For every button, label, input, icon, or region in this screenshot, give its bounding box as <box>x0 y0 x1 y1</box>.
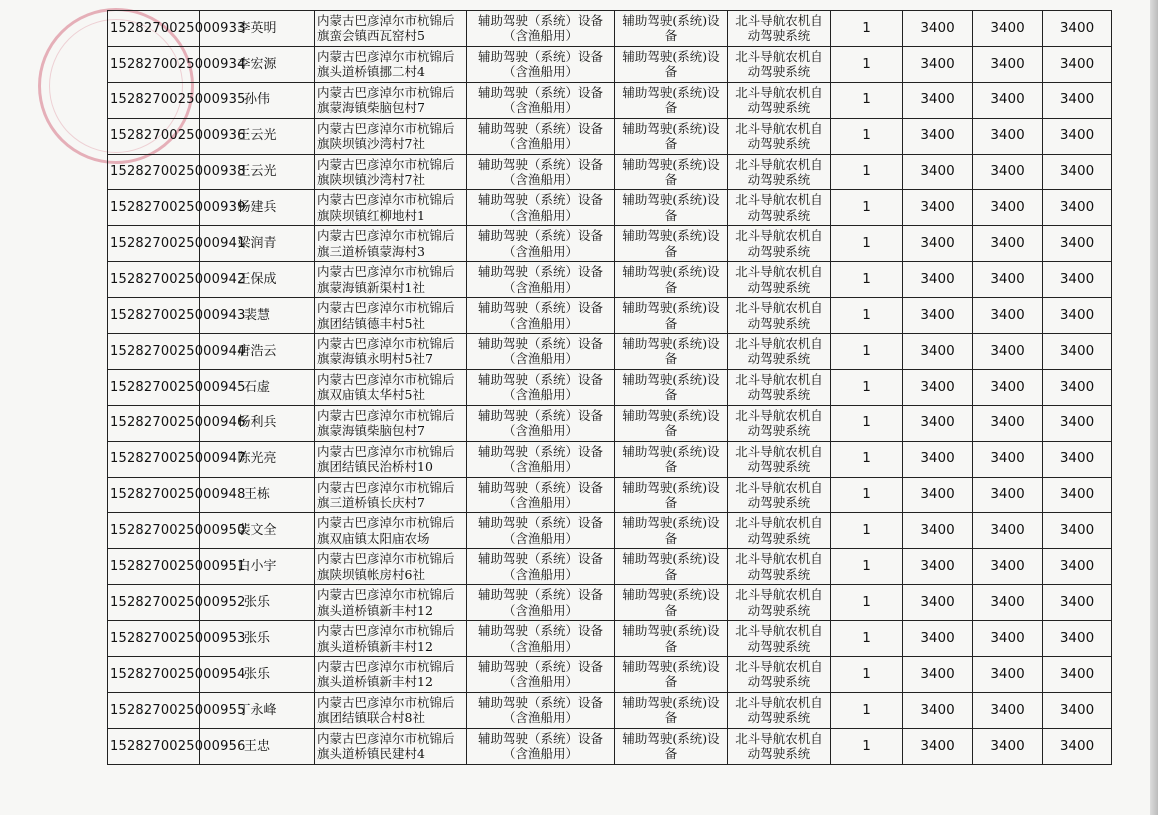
table-cell-address: 内蒙古巴彦淖尔市杭锦后旗团结镇民治桥村10 <box>315 441 467 477</box>
table-cell-price: 3400 <box>903 118 973 154</box>
table-cell-name: 李宏源 <box>200 46 315 82</box>
table-cell-total: 3400 <box>1043 477 1112 513</box>
table-cell-name: 杨利兵 <box>200 405 315 441</box>
table-cell-price: 3400 <box>903 334 973 370</box>
table-row <box>108 118 1112 154</box>
table-row <box>108 405 1112 441</box>
table-cell-total: 3400 <box>1043 11 1112 47</box>
table-cell-item: 辅助驾驶(系统)设备 <box>615 11 728 47</box>
table-cell-model: 北斗导航农机自动驾驶系统 <box>728 657 831 693</box>
table-cell-total: 3400 <box>1043 190 1112 226</box>
table-cell-address: 内蒙古巴彦淖尔市杭锦后旗蒙海镇新渠村1社 <box>315 262 467 298</box>
table-cell-price: 3400 <box>903 82 973 118</box>
table-cell-name: 孙伟 <box>200 82 315 118</box>
table-cell-price: 3400 <box>903 692 973 728</box>
table-cell-address: 内蒙古巴彦淖尔市杭锦后旗团结镇联合村8社 <box>315 692 467 728</box>
table-cell-subsidy: 3400 <box>973 262 1043 298</box>
table-cell-quantity: 1 <box>831 334 903 370</box>
table-cell-total: 3400 <box>1043 549 1112 585</box>
table-cell-quantity: 1 <box>831 118 903 154</box>
table-cell-address: 内蒙古巴彦淖尔市杭锦后旗双庙镇太华村5社 <box>315 369 467 405</box>
table-cell-model: 北斗导航农机自动驾驶系统 <box>728 405 831 441</box>
table-cell-model: 北斗导航农机自动驾驶系统 <box>728 477 831 513</box>
table-cell-model: 北斗导航农机自动驾驶系统 <box>728 190 831 226</box>
table-cell-id: 1528270025000933 <box>108 11 200 47</box>
table-cell-item: 辅助驾驶(系统)设备 <box>615 46 728 82</box>
table-cell-id: 1528270025000953 <box>108 621 200 657</box>
table-row <box>108 11 1112 47</box>
table-cell-address: 内蒙古巴彦淖尔市杭锦后旗头道桥镇挪二村4 <box>315 46 467 82</box>
table-cell-model: 北斗导航农机自动驾驶系统 <box>728 334 831 370</box>
table-cell-price: 3400 <box>903 46 973 82</box>
table-cell-subsidy: 3400 <box>973 405 1043 441</box>
table-cell-category: 辅助驾驶（系统）设备（含渔船用） <box>467 46 615 82</box>
table-row <box>108 549 1112 585</box>
table-cell-category: 辅助驾驶（系统）设备（含渔船用） <box>467 262 615 298</box>
table-cell-id: 1528270025000938 <box>108 154 200 190</box>
table-cell-price: 3400 <box>903 11 973 47</box>
table-cell-subsidy: 3400 <box>973 118 1043 154</box>
table-cell-id: 1528270025000951 <box>108 549 200 585</box>
table-cell-subsidy: 3400 <box>973 621 1043 657</box>
table-cell-category: 辅助驾驶（系统）设备（含渔船用） <box>467 513 615 549</box>
table-row <box>108 585 1112 621</box>
table-cell-address: 内蒙古巴彦淖尔市杭锦后旗陕坝镇帐房村6社 <box>315 549 467 585</box>
table-row <box>108 441 1112 477</box>
table-body <box>108 11 1112 765</box>
table-cell-total: 3400 <box>1043 82 1112 118</box>
table-cell-item: 辅助驾驶(系统)设备 <box>615 585 728 621</box>
table-cell-id: 1528270025000944 <box>108 334 200 370</box>
table-cell-item: 辅助驾驶(系统)设备 <box>615 405 728 441</box>
table-cell-quantity: 1 <box>831 621 903 657</box>
table-cell-quantity: 1 <box>831 11 903 47</box>
table-cell-id: 1528270025000935 <box>108 82 200 118</box>
table-cell-category: 辅助驾驶（系统）设备（含渔船用） <box>467 369 615 405</box>
table-cell-model: 北斗导航农机自动驾驶系统 <box>728 46 831 82</box>
table-cell-item: 辅助驾驶(系统)设备 <box>615 334 728 370</box>
table-cell-model: 北斗导航农机自动驾驶系统 <box>728 154 831 190</box>
table-cell-item: 辅助驾驶(系统)设备 <box>615 190 728 226</box>
table-cell-id: 1528270025000945 <box>108 369 200 405</box>
table-cell-id: 1528270025000950 <box>108 513 200 549</box>
table-row <box>108 334 1112 370</box>
table-cell-item: 辅助驾驶(系统)设备 <box>615 226 728 262</box>
table-cell-total: 3400 <box>1043 585 1112 621</box>
table-cell-id: 1528270025000934 <box>108 46 200 82</box>
table-cell-id: 1528270025000956 <box>108 728 200 764</box>
table-cell-price: 3400 <box>903 657 973 693</box>
table-row <box>108 477 1112 513</box>
table-cell-item: 辅助驾驶(系统)设备 <box>615 549 728 585</box>
table-cell-id: 1528270025000936 <box>108 118 200 154</box>
table-cell-name: 王栋 <box>200 477 315 513</box>
table-cell-total: 3400 <box>1043 154 1112 190</box>
table-cell-name: 王忠 <box>200 728 315 764</box>
table-cell-address: 内蒙古巴彦淖尔市杭锦后旗三道桥镇长庆村7 <box>315 477 467 513</box>
table-cell-item: 辅助驾驶(系统)设备 <box>615 441 728 477</box>
table-cell-subsidy: 3400 <box>973 154 1043 190</box>
table-cell-item: 辅助驾驶(系统)设备 <box>615 477 728 513</box>
table-cell-address: 内蒙古巴彦淖尔市杭锦后旗陕坝镇沙湾村7社 <box>315 118 467 154</box>
table-cell-id: 1528270025000942 <box>108 262 200 298</box>
page-edge <box>1150 0 1158 815</box>
table-cell-id: 1528270025000943 <box>108 298 200 334</box>
table-cell-total: 3400 <box>1043 46 1112 82</box>
table-cell-price: 3400 <box>903 298 973 334</box>
table-cell-total: 3400 <box>1043 369 1112 405</box>
table-cell-id: 1528270025000954 <box>108 657 200 693</box>
table-cell-quantity: 1 <box>831 441 903 477</box>
table-cell-address: 内蒙古巴彦淖尔市杭锦后旗头道桥镇新丰村12 <box>315 585 467 621</box>
table-cell-subsidy: 3400 <box>973 11 1043 47</box>
table-cell-price: 3400 <box>903 477 973 513</box>
table-cell-item: 辅助驾驶(系统)设备 <box>615 728 728 764</box>
table-cell-model: 北斗导航农机自动驾驶系统 <box>728 585 831 621</box>
table-cell-subsidy: 3400 <box>973 82 1043 118</box>
table-cell-price: 3400 <box>903 549 973 585</box>
table-cell-price: 3400 <box>903 190 973 226</box>
table-cell-name: 唐浩云 <box>200 334 315 370</box>
table-cell-model: 北斗导航农机自动驾驶系统 <box>728 226 831 262</box>
table-cell-price: 3400 <box>903 262 973 298</box>
table-cell-address: 内蒙古巴彦淖尔市杭锦后旗双庙镇太阳庙农场 <box>315 513 467 549</box>
table-cell-quantity: 1 <box>831 82 903 118</box>
table-cell-subsidy: 3400 <box>973 46 1043 82</box>
table-cell-model: 北斗导航农机自动驾驶系统 <box>728 82 831 118</box>
table-cell-name: 张乐 <box>200 585 315 621</box>
table-cell-subsidy: 3400 <box>973 441 1043 477</box>
table-cell-subsidy: 3400 <box>973 477 1043 513</box>
table-cell-category: 辅助驾驶（系统）设备（含渔船用） <box>467 190 615 226</box>
table-cell-address: 内蒙古巴彦淖尔市杭锦后旗团结镇德丰村5社 <box>315 298 467 334</box>
table-cell-category: 辅助驾驶（系统）设备（含渔船用） <box>467 549 615 585</box>
table-cell-quantity: 1 <box>831 585 903 621</box>
table-cell-total: 3400 <box>1043 334 1112 370</box>
table-row <box>108 692 1112 728</box>
table-cell-model: 北斗导航农机自动驾驶系统 <box>728 298 831 334</box>
table-cell-category: 辅助驾驶（系统）设备（含渔船用） <box>467 334 615 370</box>
table-cell-address: 内蒙古巴彦淖尔市杭锦后旗头道桥镇新丰村12 <box>315 621 467 657</box>
table-cell-address: 内蒙古巴彦淖尔市杭锦后旗蒙海镇柴脑包村7 <box>315 405 467 441</box>
table-cell-subsidy: 3400 <box>973 190 1043 226</box>
table-cell-total: 3400 <box>1043 692 1112 728</box>
table-cell-name: 张乐 <box>200 621 315 657</box>
table-cell-quantity: 1 <box>831 405 903 441</box>
table-cell-id: 1528270025000948 <box>108 477 200 513</box>
table-cell-quantity: 1 <box>831 190 903 226</box>
table-cell-total: 3400 <box>1043 262 1112 298</box>
table-cell-id: 1528270025000955 <box>108 692 200 728</box>
table-cell-model: 北斗导航农机自动驾驶系统 <box>728 441 831 477</box>
table-cell-total: 3400 <box>1043 657 1112 693</box>
table-cell-price: 3400 <box>903 513 973 549</box>
table-cell-total: 3400 <box>1043 441 1112 477</box>
table-cell-name: 张乐 <box>200 657 315 693</box>
table-row <box>108 728 1112 764</box>
table-cell-subsidy: 3400 <box>973 226 1043 262</box>
table-row <box>108 190 1112 226</box>
table-cell-id: 1528270025000941 <box>108 226 200 262</box>
table-cell-category: 辅助驾驶（系统）设备（含渔船用） <box>467 477 615 513</box>
table-cell-subsidy: 3400 <box>973 334 1043 370</box>
table-cell-model: 北斗导航农机自动驾驶系统 <box>728 549 831 585</box>
table-cell-quantity: 1 <box>831 226 903 262</box>
table-cell-name: 丁永峰 <box>200 692 315 728</box>
table-row <box>108 82 1112 118</box>
table-row <box>108 226 1112 262</box>
table-cell-id: 1528270025000952 <box>108 585 200 621</box>
table-cell-name: 王云光 <box>200 118 315 154</box>
table-cell-subsidy: 3400 <box>973 657 1043 693</box>
table-cell-model: 北斗导航农机自动驾驶系统 <box>728 118 831 154</box>
table-cell-quantity: 1 <box>831 298 903 334</box>
table-cell-item: 辅助驾驶(系统)设备 <box>615 82 728 118</box>
table-cell-quantity: 1 <box>831 657 903 693</box>
table-cell-quantity: 1 <box>831 154 903 190</box>
table-cell-price: 3400 <box>903 154 973 190</box>
table-cell-price: 3400 <box>903 226 973 262</box>
table-cell-item: 辅助驾驶(系统)设备 <box>615 657 728 693</box>
table-cell-subsidy: 3400 <box>973 585 1043 621</box>
table-cell-price: 3400 <box>903 728 973 764</box>
table-cell-category: 辅助驾驶（系统）设备（含渔船用） <box>467 621 615 657</box>
table-row <box>108 46 1112 82</box>
table-cell-total: 3400 <box>1043 621 1112 657</box>
table-cell-id: 1528270025000947 <box>108 441 200 477</box>
table-cell-id: 1528270025000939 <box>108 190 200 226</box>
table-cell-address: 内蒙古巴彦淖尔市杭锦后旗陕坝镇沙湾村7社 <box>315 154 467 190</box>
table-cell-quantity: 1 <box>831 728 903 764</box>
table-row <box>108 369 1112 405</box>
table-cell-name: 王云光 <box>200 154 315 190</box>
table-cell-item: 辅助驾驶(系统)设备 <box>615 513 728 549</box>
table-cell-price: 3400 <box>903 405 973 441</box>
table-cell-name: 石虚 <box>200 369 315 405</box>
table-cell-model: 北斗导航农机自动驾驶系统 <box>728 728 831 764</box>
table-cell-category: 辅助驾驶（系统）设备（含渔船用） <box>467 118 615 154</box>
table-cell-subsidy: 3400 <box>973 728 1043 764</box>
table-cell-item: 辅助驾驶(系统)设备 <box>615 262 728 298</box>
table-cell-category: 辅助驾驶（系统）设备（含渔船用） <box>467 657 615 693</box>
table-cell-quantity: 1 <box>831 692 903 728</box>
table-cell-quantity: 1 <box>831 549 903 585</box>
table-cell-name: 白小宇 <box>200 549 315 585</box>
table-cell-name: 王保成 <box>200 262 315 298</box>
table-cell-model: 北斗导航农机自动驾驶系统 <box>728 513 831 549</box>
table-cell-address: 内蒙古巴彦淖尔市杭锦后旗蛮会镇西瓦窑村5 <box>315 11 467 47</box>
table-cell-subsidy: 3400 <box>973 369 1043 405</box>
table-cell-price: 3400 <box>903 621 973 657</box>
table-cell-quantity: 1 <box>831 513 903 549</box>
table-cell-category: 辅助驾驶（系统）设备（含渔船用） <box>467 692 615 728</box>
table-cell-category: 辅助驾驶（系统）设备（含渔船用） <box>467 405 615 441</box>
table-cell-price: 3400 <box>903 441 973 477</box>
table-cell-category: 辅助驾驶（系统）设备（含渔船用） <box>467 82 615 118</box>
table-cell-subsidy: 3400 <box>973 692 1043 728</box>
table-cell-quantity: 1 <box>831 369 903 405</box>
table-row <box>108 621 1112 657</box>
table-cell-price: 3400 <box>903 369 973 405</box>
table-cell-item: 辅助驾驶(系统)设备 <box>615 118 728 154</box>
table-row <box>108 657 1112 693</box>
table-cell-model: 北斗导航农机自动驾驶系统 <box>728 262 831 298</box>
table-cell-quantity: 1 <box>831 46 903 82</box>
table-cell-model: 北斗导航农机自动驾驶系统 <box>728 621 831 657</box>
table-cell-name: 梁润青 <box>200 226 315 262</box>
table-cell-quantity: 1 <box>831 477 903 513</box>
table-cell-item: 辅助驾驶(系统)设备 <box>615 621 728 657</box>
table-row <box>108 513 1112 549</box>
table-cell-price: 3400 <box>903 585 973 621</box>
subsidy-table <box>107 10 1112 765</box>
table-cell-item: 辅助驾驶(系统)设备 <box>615 154 728 190</box>
table-cell-subsidy: 3400 <box>973 549 1043 585</box>
table-cell-address: 内蒙古巴彦淖尔市杭锦后旗三道桥镇蒙海村3 <box>315 226 467 262</box>
table-cell-address: 内蒙古巴彦淖尔市杭锦后旗头道桥镇民建村4 <box>315 728 467 764</box>
table-cell-address: 内蒙古巴彦淖尔市杭锦后旗头道桥镇新丰村12 <box>315 657 467 693</box>
table-cell-model: 北斗导航农机自动驾驶系统 <box>728 692 831 728</box>
table-cell-subsidy: 3400 <box>973 513 1043 549</box>
table-cell-category: 辅助驾驶（系统）设备（含渔船用） <box>467 585 615 621</box>
table-cell-category: 辅助驾驶（系统）设备（含渔船用） <box>467 298 615 334</box>
table-cell-name: 陈光亮 <box>200 441 315 477</box>
table-cell-item: 辅助驾驶(系统)设备 <box>615 298 728 334</box>
table-cell-item: 辅助驾驶(系统)设备 <box>615 692 728 728</box>
table-cell-address: 内蒙古巴彦淖尔市杭锦后旗陕坝镇红柳地村1 <box>315 190 467 226</box>
table-cell-item: 辅助驾驶(系统)设备 <box>615 369 728 405</box>
table-cell-address: 内蒙古巴彦淖尔市杭锦后旗蒙海镇永明村5社7 <box>315 334 467 370</box>
table-cell-category: 辅助驾驶（系统）设备（含渔船用） <box>467 226 615 262</box>
table-cell-total: 3400 <box>1043 118 1112 154</box>
table-cell-category: 辅助驾驶（系统）设备（含渔船用） <box>467 441 615 477</box>
table-cell-name: 杨建兵 <box>200 190 315 226</box>
table-row <box>108 298 1112 334</box>
table-cell-total: 3400 <box>1043 226 1112 262</box>
table-cell-category: 辅助驾驶（系统）设备（含渔船用） <box>467 728 615 764</box>
table-cell-total: 3400 <box>1043 298 1112 334</box>
table-cell-address: 内蒙古巴彦淖尔市杭锦后旗蒙海镇柴脑包村7 <box>315 82 467 118</box>
table-cell-total: 3400 <box>1043 513 1112 549</box>
table-cell-model: 北斗导航农机自动驾驶系统 <box>728 369 831 405</box>
table-cell-model: 北斗导航农机自动驾驶系统 <box>728 11 831 47</box>
table-row <box>108 262 1112 298</box>
table-cell-total: 3400 <box>1043 728 1112 764</box>
table-cell-name: 裴文全 <box>200 513 315 549</box>
table-row <box>108 154 1112 190</box>
table-cell-category: 辅助驾驶（系统）设备（含渔船用） <box>467 11 615 47</box>
table-cell-total: 3400 <box>1043 405 1112 441</box>
table-cell-name: 裴慧 <box>200 298 315 334</box>
table-cell-category: 辅助驾驶（系统）设备（含渔船用） <box>467 154 615 190</box>
table-cell-quantity: 1 <box>831 262 903 298</box>
table-cell-subsidy: 3400 <box>973 298 1043 334</box>
table-cell-id: 1528270025000946 <box>108 405 200 441</box>
table-cell-name: 李英明 <box>200 11 315 47</box>
